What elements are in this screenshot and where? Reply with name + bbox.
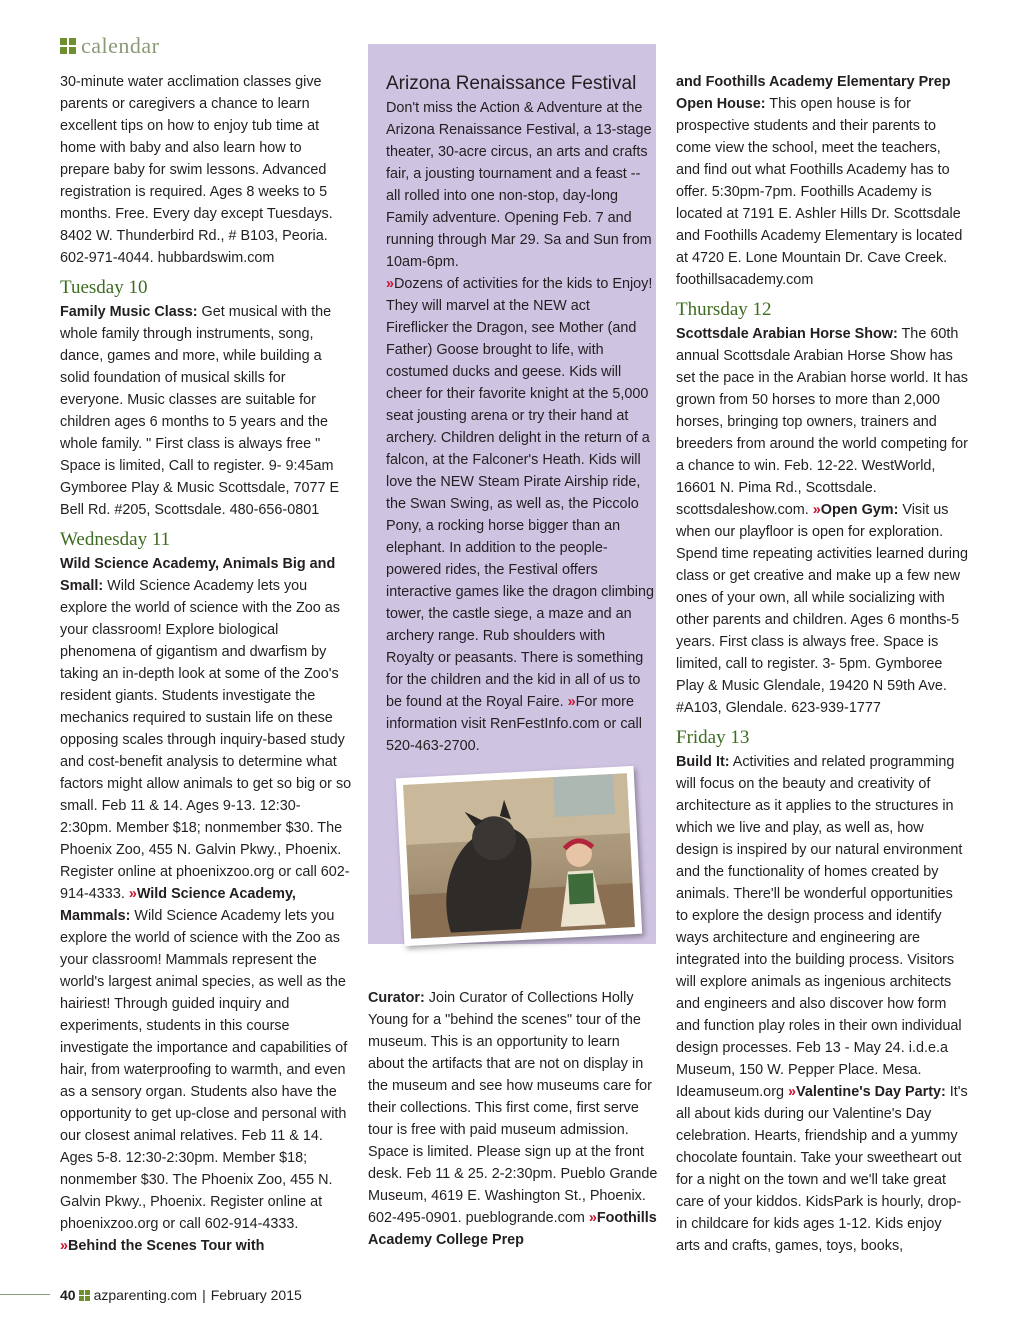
- event-title: and Foothills Academy Elementary Prep Open House:: [676, 74, 951, 112]
- event-wild-science: [60, 553, 352, 1257]
- arrow-marker: »: [788, 1084, 797, 1100]
- event-body: Get musical with the whole family through instruments, song, dance, games and more, while building a solid foundation of musical skills for everyone. Music classes are suitable for children ages 6 months to 5 years and the whole family. " First class is always free " Space is limited, Call to register. 9- 9:45am Gymboree Play & Music Scottsdale, 7077 E Bell Rd. #205, Scottsdale. 480-656-0801: [60, 304, 340, 518]
- event-body: This open house is for prospective students and their parents to come view the school, meet the teachers, and find out what Foothills Academy has to offer. 5:30pm-7pm. Foothills Academy is located at 7191 E. Ashler Hills Dr. Scottsdale and Foothills Academy Elementary is located at 4720 E. Lone Mountain Dr. Cave Creek. foothillsacademy.com: [676, 96, 963, 288]
- day-heading-thursday: Thursday 12: [676, 299, 772, 320]
- arrow-marker: »: [386, 276, 395, 292]
- section-header: [60, 34, 160, 58]
- event-title: Foothills Academy College Prep: [368, 1210, 657, 1248]
- column-right: [676, 71, 968, 1257]
- event-body: It's all about kids during our Valentine's Day celebration. Hearts, friendship and a yummy chocolate fountain. Take your sweetheart out for a night on the town and we'll take great care of your kiddos. KidsPark is hourly, drop-in childcare for kids ages 1-12. Kids enjoy arts and crafts, games, toys, books,: [676, 1084, 968, 1254]
- issue-date: February 2015: [210, 1287, 302, 1303]
- page-footer: [60, 1284, 302, 1306]
- event-body: Join Curator of Collections Holly Young for a "behind the scenes" tour of the museum. This is an opportunity to learn about the artifacts that are not on display in the museum and see how museums care for their collections. This first come, first serve tour is free with paid museum admission. Space is limited. Please sign up at the front desk. Feb 11 & 25. 2-2:30pm. Pueblo Grande Museum, 4619 E. Washington St., Phoenix. 602-495-0901. pueblogrande.com: [368, 990, 658, 1226]
- event-body: Wild Science Academy lets you explore the world of science with the Zoo as your classroom! Mammals represent the world's largest animal species, as well as the hairiest! Through guided inquiry and experiments, students in this course investigate the importance and capabilities of hair, from waterproofing to warmth, and even as a sensory organ. Students also have the opportunity to get up-close and personal with our closest animal relatives. Feb 11 & 14. Ages 5-8. 12:30-2:30pm. Member $18; nonmember $30. The Phoenix Zoo, 455 N. Galvin Pkwy., Phoenix. Register online at phoenixzoo.org or call 602-914-4333.: [60, 908, 348, 1232]
- event-title: Valentine's Day Party:: [796, 1084, 946, 1100]
- event-body: Activities and related programming will focus on the beauty and creativity of architecture as it applies to the structures in which we live and play, as well as, how design is inspired by our natural environment and the functionality of homes created by animals. There'll be wonderful opportunities to explore the design process and identify ways architecture and engineering are integrated into the building process. Visitors will explore animals as ingenious architects and engineers and also discover how form and function play roles in their own individual design processes. Feb 13 - May 24. i.d.e.a Museum, 150 W. Pepper Place. Mesa. Ideamuseum.org: [676, 754, 963, 1100]
- event-title: Wild Science Academy, Animals Big and Small:: [60, 556, 336, 594]
- sidebar-title: Arizona Renaissance Festival: [386, 73, 637, 94]
- festival-photo: [396, 766, 642, 946]
- event-foothills: [676, 71, 968, 291]
- section-title: calendar: [81, 33, 160, 58]
- grid-squares-icon: [60, 38, 76, 54]
- site-link[interactable]: azparenting.com: [93, 1287, 198, 1303]
- event-body: Visit us when our playfloor is open for exploration. Spend time repeating activities learned during class or get creative and make up a few new ones of your own, all while socializing with other parents and children. Ages 6 months-5 years. First class is always free. Space is limited, call to register. 3- 5pm. Gymboree Play & Music Glendale, 19420 N 59th Ave. #A103, Glendale. 623-939-1777: [676, 502, 968, 716]
- arrow-marker: »: [812, 502, 821, 518]
- event-arabian-horse: [676, 323, 968, 719]
- page-number: 40: [60, 1287, 76, 1303]
- grid-squares-icon: [79, 1290, 90, 1301]
- column-left: [60, 71, 352, 1257]
- event-title: Build It:: [676, 754, 730, 770]
- column-sidebar-text: [386, 71, 654, 757]
- arrow-marker: »: [128, 886, 137, 902]
- column-middle-bottom: [368, 987, 658, 1251]
- event-title: Open Gym:: [820, 502, 899, 518]
- footer-separator: |: [202, 1287, 206, 1303]
- event-title: Behind the Scenes Tour with: [68, 1238, 265, 1254]
- photo-image: [403, 773, 635, 939]
- arrow-marker: »: [60, 1238, 69, 1254]
- photo-scene-illustration: [403, 773, 635, 939]
- event-curator: [368, 987, 658, 1251]
- day-heading-wednesday: Wednesday 11: [60, 529, 171, 550]
- event-build-it: [676, 751, 968, 1257]
- event-title: Wild Science Academy, Mammals:: [60, 886, 296, 924]
- event-title: Family Music Class:: [60, 304, 198, 320]
- day-heading-tuesday: Tuesday 10: [60, 277, 148, 298]
- day-heading-friday: Friday 13: [676, 727, 750, 748]
- arrow-marker: »: [588, 1210, 597, 1226]
- event-family-music: [60, 301, 352, 521]
- arrow-marker: »: [567, 694, 576, 710]
- intro-paragraph: 30-minute water acclimation classes give parents or caregivers a chance to learn excellent tips on how to enjoy tub time at home with baby and also learn how to prepare baby for swim lessons. Advanced registration is required. Ages 8 weeks to 5 months. Free. Every day except Tuesdays. 8402 W. Thunderbird Rd., # B103, Peoria. 602-971-4044. hubbardswim.com: [60, 74, 333, 266]
- event-title: Curator:: [368, 990, 425, 1006]
- event-title: Scottsdale Arabian Horse Show:: [676, 326, 898, 342]
- event-body: Wild Science Academy lets you explore the world of science with the Zoo as your classroom! Explore biological phenomena of gigantism and dwarfism by taking an in-depth look at some of the Zoo's resident giants. Students investigate the mechanics required to sustain life on these opposing scales through inquiry-based study and cost-benefit analysis to determine what factors might allow animals to get so big or so small. Feb 11 & 14. Ages 9-13. 12:30-2:30pm. Member $18; nonmember $30. The Phoenix Zoo, 455 N. Galvin Pkwy., Phoenix. Register online at phoenixzoo.org or call 602-914-4333.: [60, 578, 352, 902]
- event-body: The 60th annual Scottsdale Arabian Horse Show has set the pace in the Arabian horse world. It has grown from 50 horses to more than 2,000 horses, bringing top owners, trainers and breeders from around the world competing for a chance to win. Feb. 12-22. WestWorld, 16601 N. Pima Rd., Scottsdale. scottsdaleshow.com.: [676, 326, 968, 518]
- sidebar-body: Don't miss the Action & Adventure at the Arizona Renaissance Festival, a 13-stage theater, 30-acre circus, an arts and crafts fair, a jousting tournament and a feast -- all rolled into one non-stop, day-long Family adventure. Opening Feb. 7 and running through Mar 29. Sa and Sun from 10am-6pm. »Dozens of activities for the kids to Enjoy! They will marvel at the NEW act Fireflicker the Dragon, see Mother (and Father) Goose brought to life, with costumed ducks and geese. Kids will cheer for their favorite knight at the 5,000 seat jousting arena or try their hand at archery. Children delight in the return of a falcon, at the Falconer's Heath. Kids will love the NEW Steam Pirate Airship ride, the Swan Swing, as well as, the Piccolo Pony, a rocking horse bigger than an elephant. In addition to the people-powered rides, the Festival offers interactive games like the dragon climbing tower, the castle siege, a maze and an archery range. Rub shoulders with Royalty or peasants. There is something for the children and the kid in all of us to be found at the Royal Faire. »For more information visit RenFestInfo.com or call 520-463-2700.: [386, 100, 654, 754]
- footer-rule: [0, 1294, 50, 1295]
